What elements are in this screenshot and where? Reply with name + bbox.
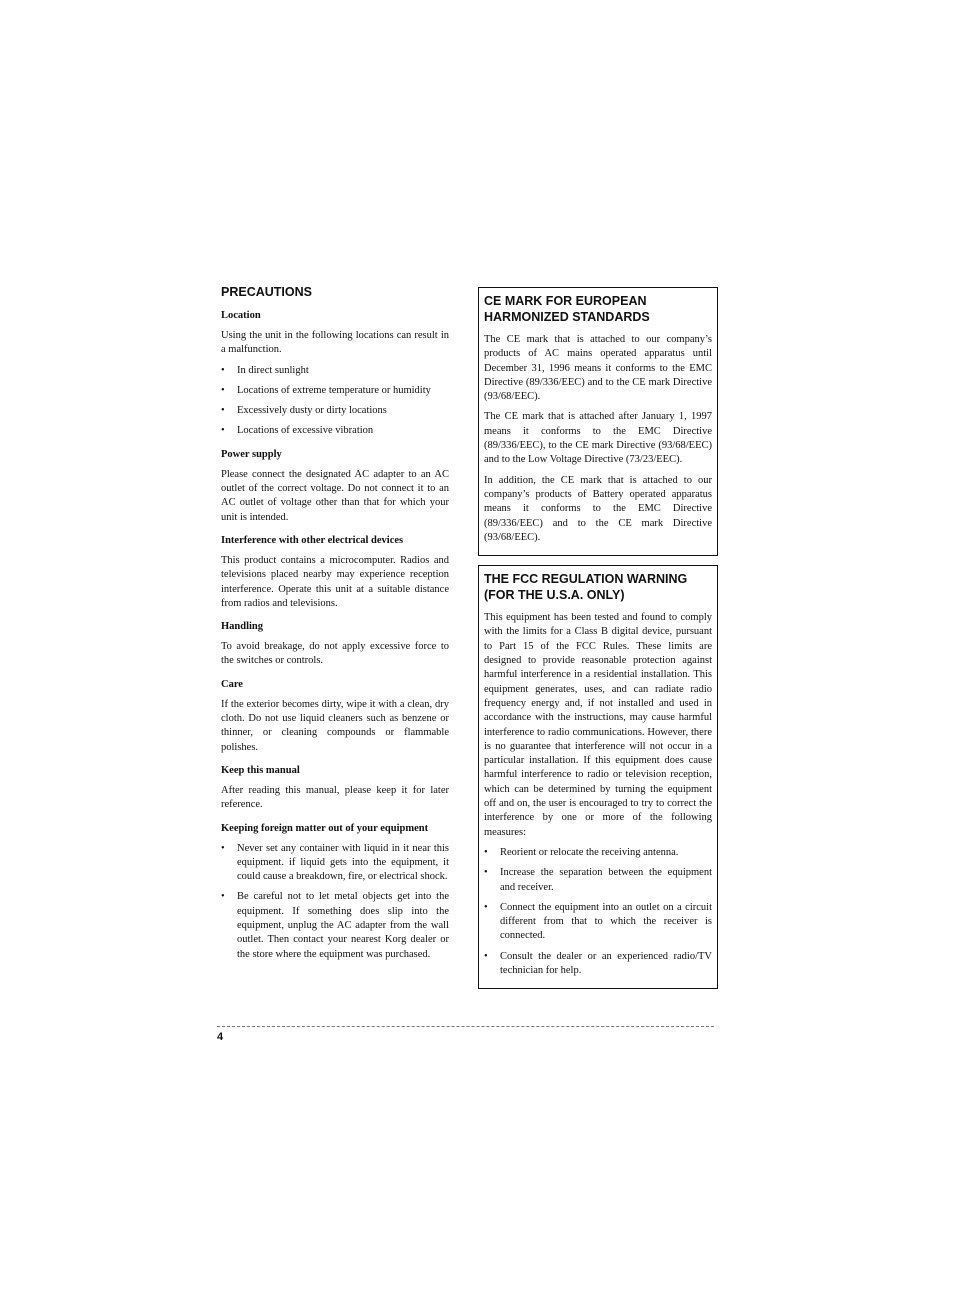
bullet-icon: •	[221, 364, 225, 376]
list-item	[221, 424, 449, 438]
keep-manual-heading: Keep this manual	[221, 764, 300, 776]
list-item-text: Locations of extreme temperature or humidity	[237, 384, 431, 396]
bullet-icon: •	[484, 846, 488, 858]
location-intro: Using the unit in the following locations can result in a malfunction.	[221, 330, 449, 356]
list-item	[221, 890, 449, 961]
list-item	[484, 901, 712, 944]
interference-text: This product contains a microcomputer. Radios and televisions placed nearby may experience reception interference. Operate this unit at a suitable distance from radios and televisions.	[221, 554, 449, 609]
ce-paragraph: The CE mark that is attached after January 1, 1997 means it conforms to the EMC Directive (89/336/EEC), to the CE mark Directive (93/68/EEC) and to the Low Voltage Directive (73/23/EEC).	[484, 411, 712, 466]
bullet-icon: •	[221, 384, 225, 396]
list-item-text: In direct sunlight	[237, 364, 309, 376]
list-item	[221, 842, 449, 885]
list-item-text: Consult the dealer or an experienced radio/TV technician for help.	[500, 950, 712, 976]
list-item-text: Reorient or relocate the receiving antenna.	[500, 846, 679, 858]
precautions-column	[221, 284, 449, 968]
ce-paragraph: The CE mark that is attached to our company’s products of AC mains operated apparatus until December 31, 1996 means it conforms to the EMC Directive (89/336/EEC) and to the CE mark Directive (93/68/EEC).	[484, 334, 712, 403]
care-heading: Care	[221, 678, 243, 690]
page-number: 4	[217, 1031, 224, 1043]
list-item	[221, 364, 449, 378]
fcc-measures-list	[484, 846, 712, 978]
list-item	[484, 866, 712, 895]
keep-manual-text: After reading this manual, please keep it for later reference.	[221, 784, 449, 811]
bullet-icon: •	[221, 405, 225, 417]
list-item-text: Never set any container with liquid in it near this equipment. if liquid gets into the equipment, it could cause a breakdown, fire, or electrical shock.	[237, 842, 449, 883]
foreign-matter-heading: Keeping foreign matter out of your equipment	[221, 822, 429, 834]
care-text: If the exterior becomes dirty, wipe it with a clean, dry cloth. Do not use liquid cleaners such as benzene or thinner, or cleaning compounds or flammable polishes.	[221, 698, 449, 753]
handling-text: To avoid breakage, do not apply excessive force to the switches or controls.	[221, 641, 449, 667]
foreign-matter-list	[221, 842, 449, 962]
regulations-column	[478, 287, 718, 989]
interference-heading: Interference with other electrical devices	[221, 534, 404, 546]
list-item-text: Connect the equipment into an outlet on a circuit different from that to which the receiver is connected.	[500, 901, 712, 942]
ce-mark-title: CE MARK FOR EUROPEAN HARMONIZED STANDARDS	[484, 294, 650, 324]
fcc-text: This equipment has been tested and found to comply with the limits for a Class B digital device, pursuant to Part 15 of the FCC Rules. These limits are designed to provide reasonable protection against harmful interference in a residential installation. This equipment generates, uses, and can radiate radio frequency energy and, if not installed and used in accordance with the instructions, may cause harmful interference to radio communications. However, there is no guarantee that interference will not occur in a particular installation. If this equipment does cause harmful interference to radio or television reception, which can be determined by turning the equipment off and on, the user is encouraged to try to correct the interference by one or more of the following measures:	[484, 612, 712, 838]
list-item-text: Excessively dusty or dirty locations	[237, 405, 387, 417]
bullet-icon: •	[484, 950, 488, 962]
bullet-icon: •	[484, 901, 488, 913]
list-item	[484, 950, 712, 979]
bullet-icon: •	[221, 891, 225, 903]
fcc-title: THE FCC REGULATION WARNING (FOR THE U.S.A. ONLY)	[484, 572, 688, 603]
fcc-warning-box	[478, 565, 718, 989]
bullet-icon: •	[484, 867, 488, 879]
bullet-icon: •	[221, 842, 225, 854]
bullet-icon: •	[221, 425, 225, 437]
power-supply-heading: Power supply	[221, 448, 282, 460]
ce-mark-box	[478, 287, 718, 556]
power-supply-text: Please connect the designated AC adapter to an AC outlet of the correct voltage. Do not connect it to an AC outlet of voltage other than that for which your unit is intended.	[221, 468, 449, 523]
ce-paragraph: In addition, the CE mark that is attached to our company’s products of Battery operated apparatus means it conforms to the EMC Directive (89/336/EEC) and to the CE mark Directive (93/68/EEC).	[484, 474, 712, 543]
location-heading: Location	[221, 310, 261, 321]
list-item-text: Increase the separation between the equipment and receiver.	[500, 867, 712, 893]
precautions-title: PRECAUTIONS	[221, 285, 312, 299]
list-item-text: Be careful not to let metal objects get into the equipment. If something does slip into the equipment, unplug the AC adapter from the wall outlet. Then contact your nearest Korg dealer or the store where the equipment was purchased.	[237, 891, 449, 960]
handling-heading: Handling	[221, 621, 264, 633]
list-item	[221, 384, 449, 398]
location-list	[221, 364, 449, 439]
footer-divider	[217, 1026, 714, 1027]
list-item	[221, 404, 449, 418]
list-item	[484, 846, 712, 860]
list-item-text: Locations of excessive vibration	[237, 425, 374, 437]
